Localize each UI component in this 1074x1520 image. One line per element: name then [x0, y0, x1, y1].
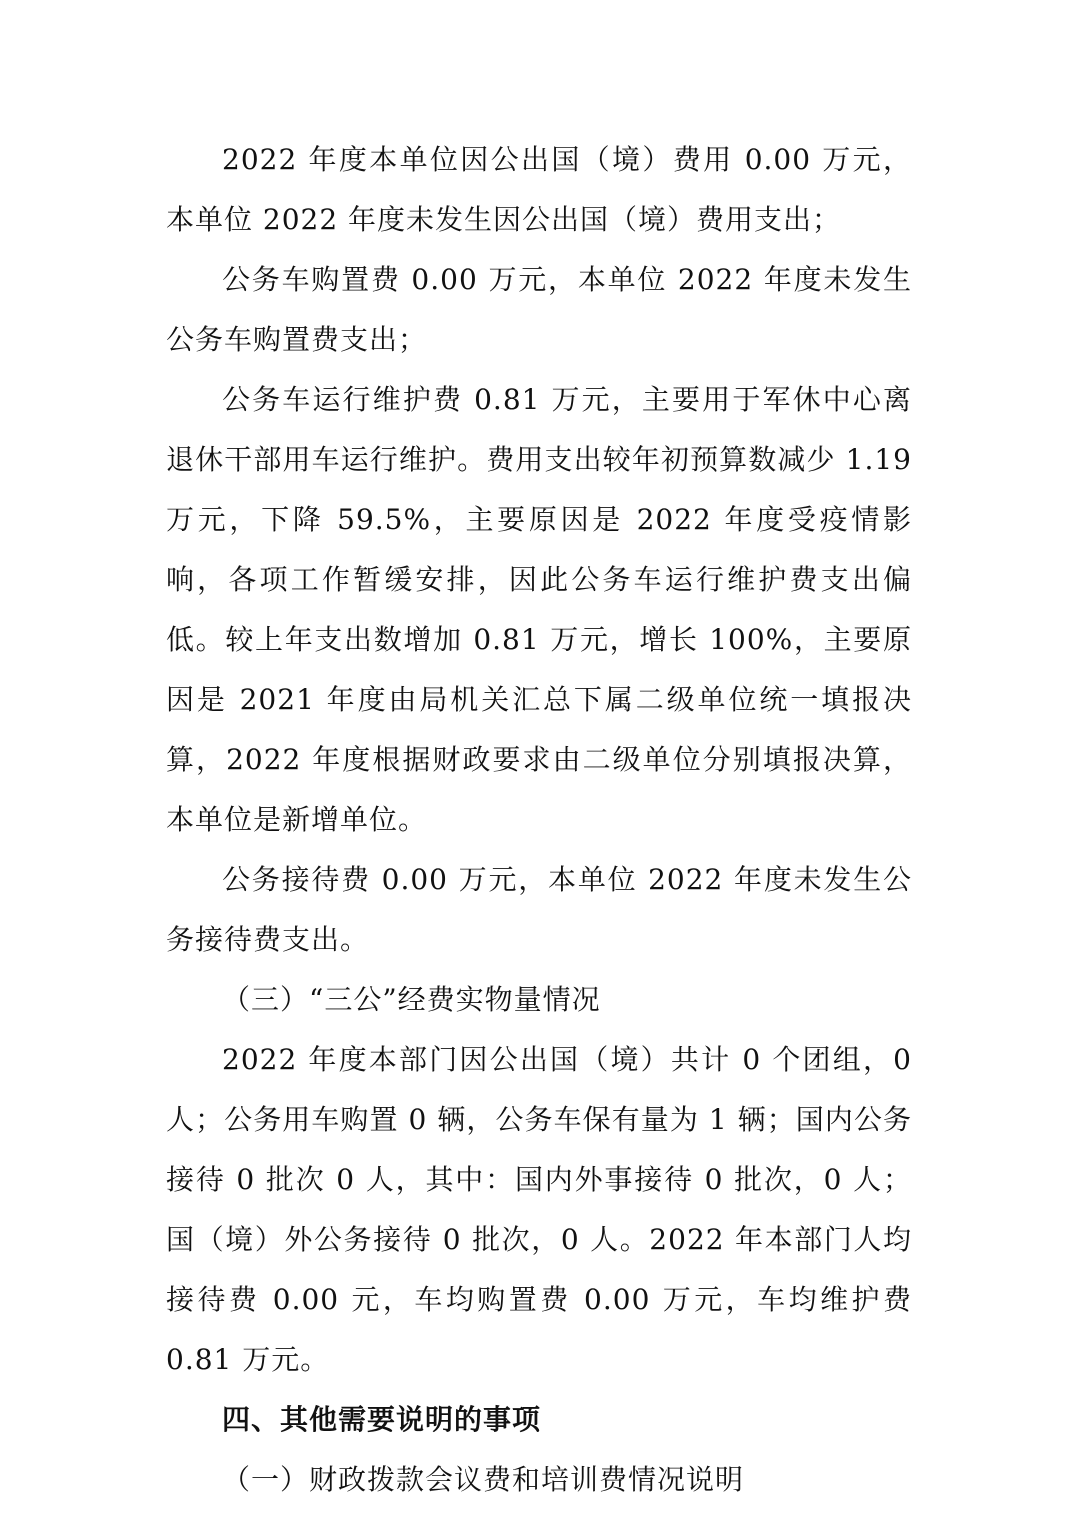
paragraph-vehicle-purchase: 公务车购置费 0.00 万元，本单位 2022 年度未发生公务车购置费支出；	[166, 263, 912, 356]
section-4-heading: 四、其他需要说明的事项	[222, 1403, 542, 1436]
document-body	[166, 130, 912, 1510]
section-4-1-heading: （一）财政拨款会议费和培训费情况说明	[222, 1463, 745, 1496]
paragraph-vehicle-maintenance: 公务车运行维护费 0.81 万元，主要用于军休中心离退休干部用车运行维护。费用支出较年初预算数减少 1.19 万元，下降 59.5%，主要原因是 2022 年度受疫情影响，各项工作暂缓安排，因此公务车运行维护费支出偏低。较上年支出数增加 0.81 万元，增长 100%，主要原因是 2021 年度由局机关汇总下属二级单位统一填报决算，2022 年度根据财政要求由二级单位分别填报决算，本单位是新增单位。	[166, 383, 912, 836]
section-3-heading: （三）“三公”经费实物量情况	[222, 983, 601, 1016]
paragraph-reception: 公务接待费 0.00 万元，本单位 2022 年度未发生公务接待费支出。	[166, 863, 912, 956]
paragraph-overseas-travel: 2022 年度本单位因公出国（境）费用 0.00 万元，本单位 2022 年度未发生因公出国（境）费用支出；	[166, 143, 912, 236]
section-3-paragraph: 2022 年度本部门因公出国（境）共计 0 个团组，0 人；公务用车购置 0 辆，公务车保有量为 1 辆；国内公务接待 0 批次 0 人，其中：国内外事接待 0 批次，0 人；国（境）外公务接待 0 批次，0 人。2022 年本部门人均接待费 0.00 元，车均购置费 0.00 万元，车均维护费 0.81 万元。	[166, 1043, 912, 1376]
